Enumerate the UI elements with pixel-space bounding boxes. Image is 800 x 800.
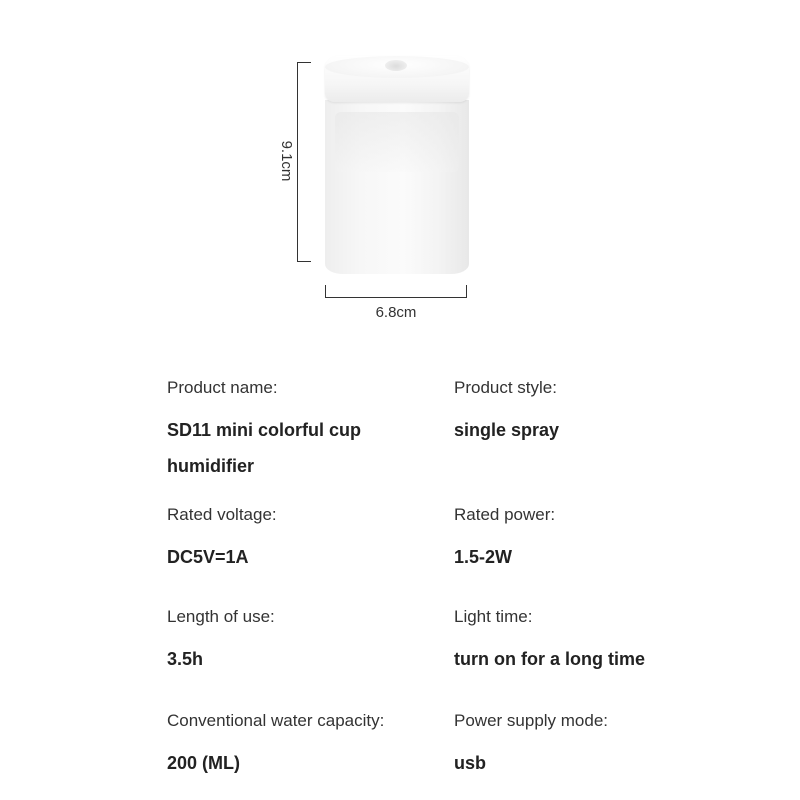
spec-water-capacity bbox=[167, 710, 457, 781]
height-dimension-line bbox=[297, 62, 298, 262]
spec-value: SD11 mini colorful cup humidifier bbox=[167, 420, 362, 476]
spec-value: 1.5-2W bbox=[454, 547, 513, 567]
spec-value: 3.5h bbox=[167, 649, 204, 669]
height-dimension-cap-top bbox=[297, 62, 311, 63]
spec-label: Light time: bbox=[454, 607, 533, 626]
spec-rated-voltage bbox=[167, 504, 457, 575]
width-dimension-line bbox=[325, 297, 467, 298]
spec-product-name bbox=[167, 377, 457, 484]
spec-value: single spray bbox=[454, 420, 560, 440]
spec-rated-power bbox=[454, 504, 744, 575]
spec-label: Length of use: bbox=[167, 607, 275, 626]
spec-label: Product style: bbox=[454, 378, 557, 397]
height-dimension-cap-bottom bbox=[297, 261, 311, 262]
spec-value: usb bbox=[454, 753, 487, 773]
spec-label: Product name: bbox=[167, 378, 278, 397]
spec-light-time bbox=[454, 606, 744, 677]
humidifier-body bbox=[325, 100, 469, 274]
spec-value: DC5V=1A bbox=[167, 547, 249, 567]
humidifier-image bbox=[323, 56, 471, 274]
width-dimension-cap-right bbox=[466, 285, 467, 298]
humidifier-lid bbox=[325, 56, 469, 102]
spec-label: Power supply mode: bbox=[454, 711, 609, 730]
spec-value: 200 (ML) bbox=[167, 753, 241, 773]
width-dimension-cap-left bbox=[325, 285, 326, 298]
height-dimension-label: 9.1cm bbox=[278, 140, 295, 182]
spray-nozzle bbox=[385, 60, 407, 71]
product-illustration-area bbox=[0, 0, 800, 340]
spec-label: Conventional water capacity: bbox=[167, 711, 385, 730]
spec-product-style bbox=[454, 377, 744, 448]
spec-value: turn on for a long time bbox=[454, 649, 645, 669]
width-dimension-label: 6.8cm bbox=[375, 304, 417, 321]
spec-label: Rated voltage: bbox=[167, 505, 277, 524]
spec-power-supply-mode bbox=[454, 710, 744, 781]
humidifier-body-highlight bbox=[335, 112, 459, 172]
spec-label: Rated power: bbox=[454, 505, 556, 524]
spec-length-of-use bbox=[167, 606, 457, 677]
